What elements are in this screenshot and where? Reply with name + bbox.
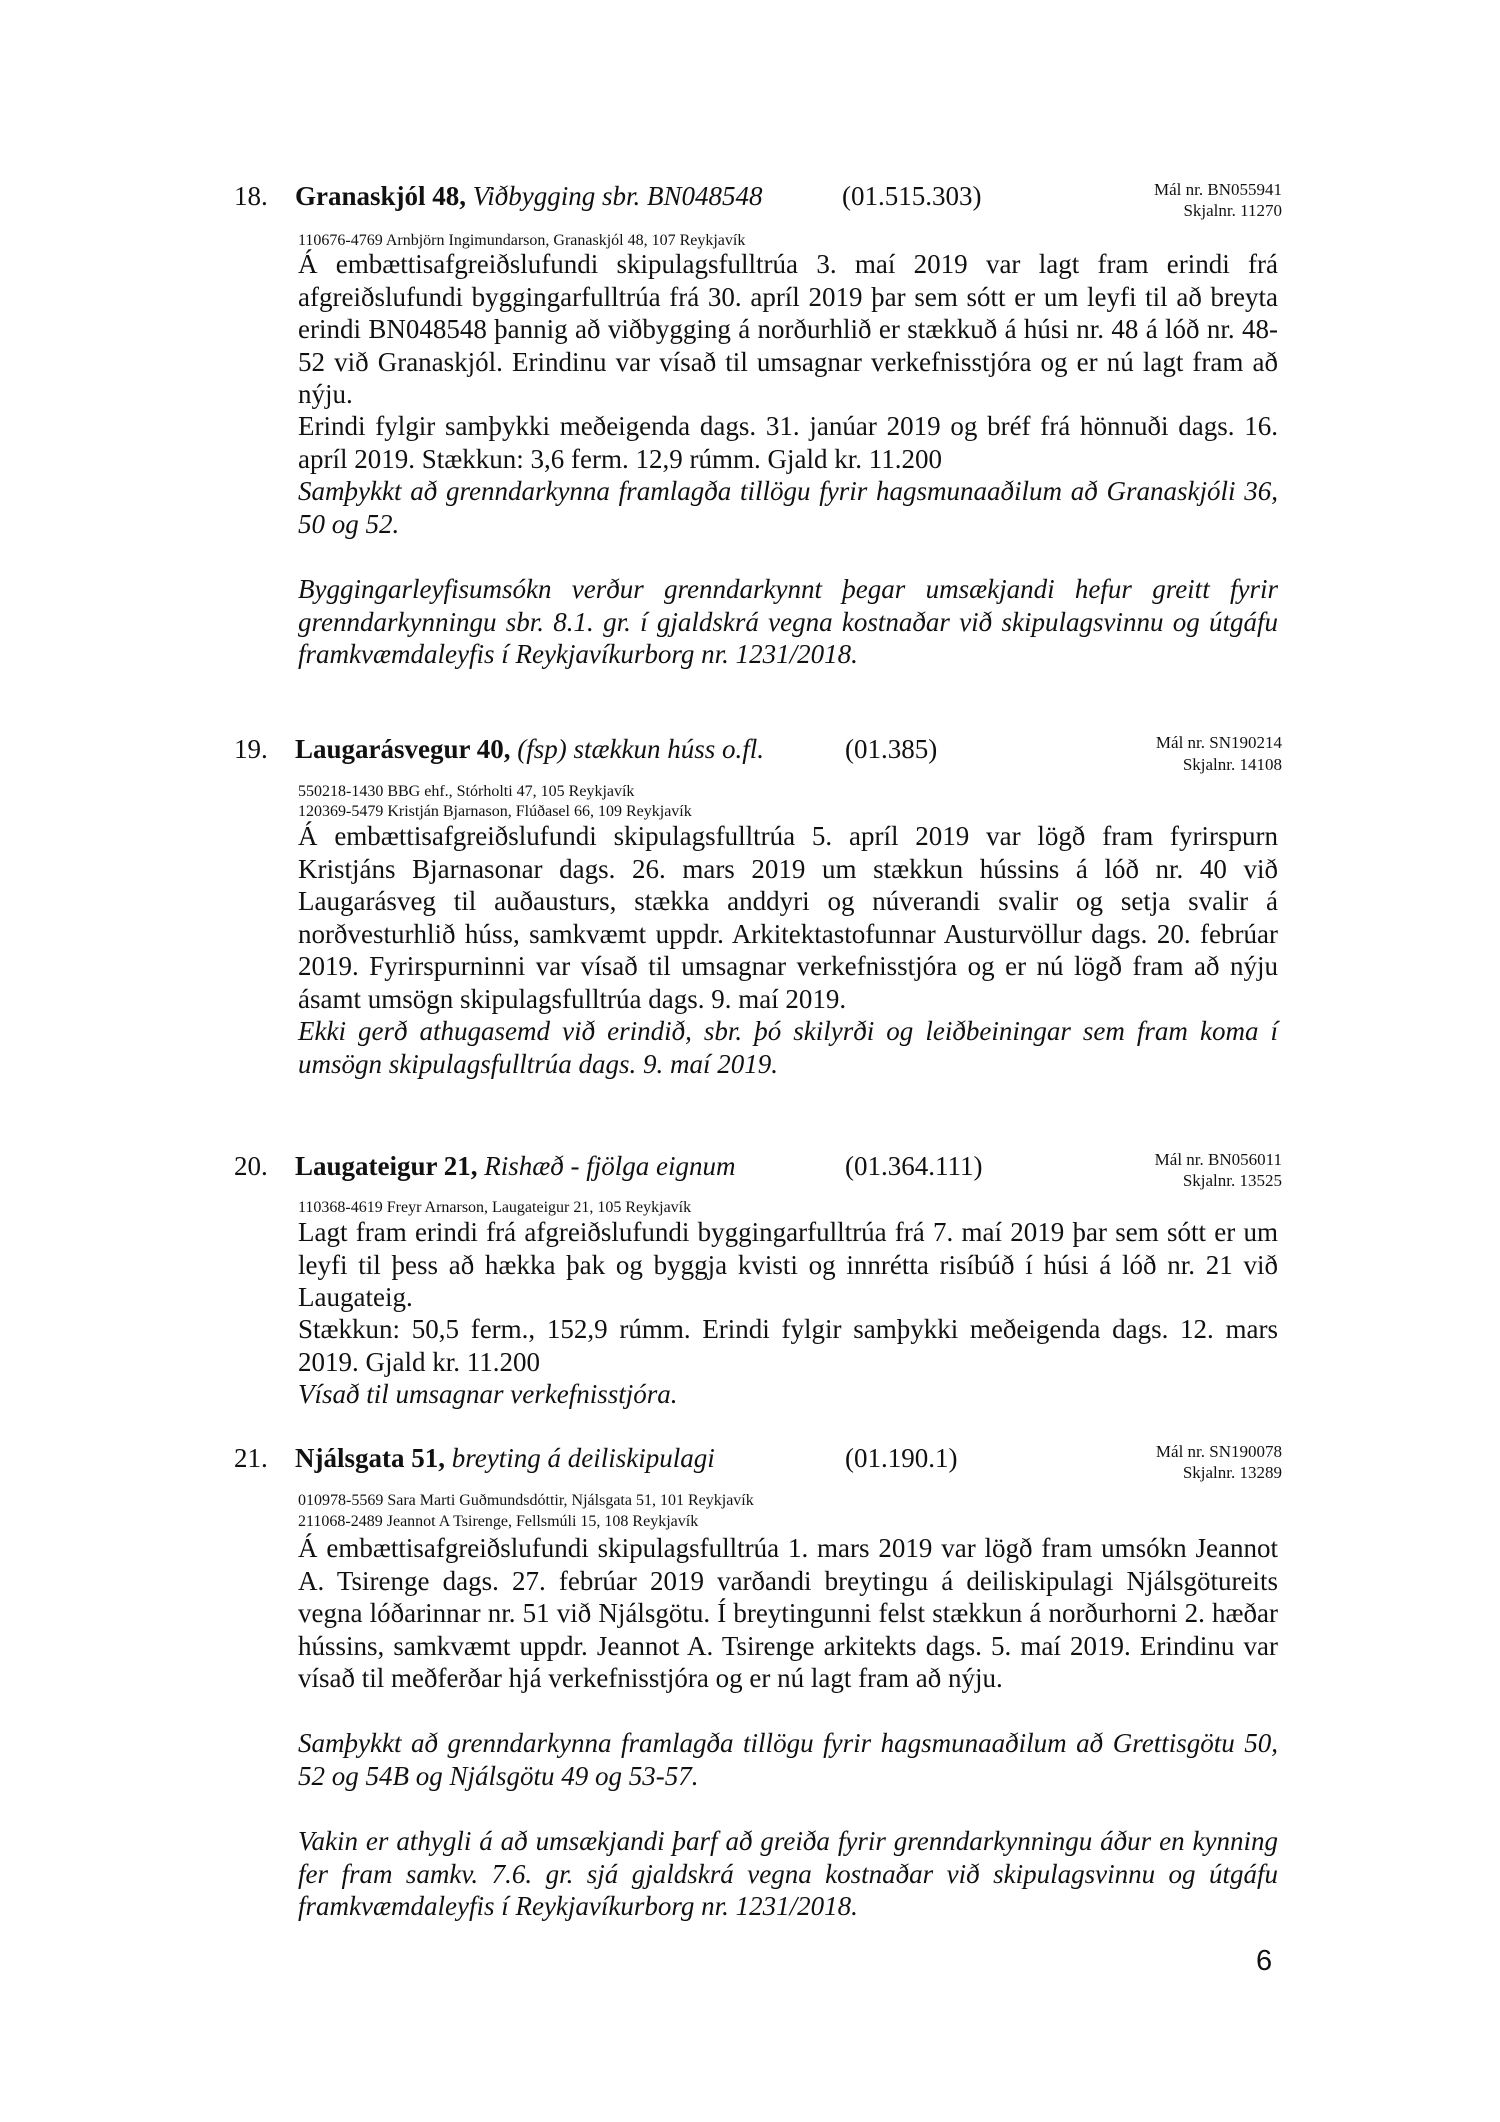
owner-line: 110368-4619 Freyr Arnarson, Laugateigur 21, 105 Reykjavík [298, 1199, 692, 1216]
decision-paragraph: Vísað til umsagnar verkefnisstjóra. [298, 1379, 678, 1409]
item-street: Granaskjól 48, [295, 181, 467, 211]
document-number: Skjalnr. 11270 [1183, 201, 1282, 220]
case-number: Mál nr. SN190078 [1155, 1442, 1282, 1461]
case-number: Mál nr. BN055941 [1154, 180, 1282, 199]
item-subtitle: Rishæð - fjölga eignum [484, 1151, 736, 1181]
decision-paragraph: Vakin er athygli á að umsækjandi þarf að greiða fyrir grenndarkynningu áður en kynning fer fram samkv. 7.6. gr. sjá gjaldskrá vegna kostnaðar við skipulagsvinnu og útgáfu framkvæmdaleyfis í Reykjavíkurborg nr. 1231/2018. [298, 1826, 1278, 1921]
item-number: 21. [234, 1443, 268, 1473]
item-subtitle: (fsp) stækkun húss o.fl. [517, 734, 765, 764]
paragraph: Á embættisafgreiðslufundi skipulagsfulltrúa 1. mars 2019 var lögð fram umsókn Jeannot A. Tsirenge dags. 27. febrúar 2019 varðandi breytingu á deiliskipulagi Njálsgötureits vegna lóðarinnar nr. 51 við Njálsgötu. Í breytingunni felst stækkun á norðurhorni 2. hæðar hússins, samkvæmt uppdr. Jeannot A. Tsirenge arkitekts dags. 5. maí 2019. Erindinu var vísað til meðferðar hjá verkefnisstjóra og er nú lagt fram að nýju. [298, 1533, 1278, 1693]
item-title [295, 733, 764, 765]
page-number: 6 [1256, 1945, 1273, 1977]
item-number: 19. [234, 734, 268, 764]
decision-paragraph: Samþykkt að grenndarkynna framlagða tillögu fyrir hagsmunaaðilum að Granaskjóli 36, 50 og 52. [298, 476, 1278, 539]
item-title [295, 180, 763, 212]
paragraph: Stækkun: 50,5 ferm., 152,9 rúmm. Erindi fylgir samþykki meðeigenda dags. 12. mars 2019. Gjald kr. 11.200 [298, 1314, 1278, 1377]
item-street: Laugarásvegur 40, [295, 734, 511, 764]
item-subtitle: breyting á deiliskipulagi [451, 1443, 715, 1473]
item-code: (01.364.111) [845, 1151, 983, 1181]
case-number: Mál nr. BN056011 [1154, 1150, 1282, 1169]
item-number: 20. [234, 1151, 268, 1181]
item-title [295, 1442, 715, 1474]
document-number: Skjalnr. 14108 [1182, 755, 1282, 774]
item-subtitle: Viðbygging sbr. BN048548 [472, 181, 763, 211]
owner-line: 110676-4769 Arnbjörn Ingimundarson, Granaskjól 48, 107 Reykjavík [298, 232, 746, 249]
owner-line: 550218-1430 BBG ehf., Stórholti 47, 105 Reykjavík [298, 783, 635, 800]
case-number: Mál nr. SN190214 [1155, 733, 1282, 752]
item-title [295, 1150, 736, 1182]
paragraph: Erindi fylgir samþykki meðeigenda dags. 31. janúar 2019 og bréf frá hönnuði dags. 16. apríl 2019. Stækkun: 3,6 ferm. 12,9 rúmm. Gjald kr. 11.200 [298, 411, 1278, 474]
owner-line: 120369-5479 Kristján Bjarnason, Flúðasel 66, 109 Reykjavík [298, 803, 692, 820]
paragraph: Lagt fram erindi frá afgreiðslufundi byggingarfulltrúa frá 7. maí 2019 þar sem sótt er um leyfi til þess að hækka þak og byggja kvisti og innrétta risíbúð í húsi á lóð nr. 21 við Laugateig. [298, 1217, 1278, 1312]
owner-line: 010978-5569 Sara Marti Guðmundsdóttir, Njálsgata 51, 101 Reykjavík [298, 1492, 754, 1509]
document-number: Skjalnr. 13289 [1182, 1463, 1282, 1482]
item-code: (01.515.303) [842, 181, 982, 211]
decision-paragraph: Samþykkt að grenndarkynna framlagða tillögu fyrir hagsmunaaðilum að Grettisgötu 50, 52 og 54B og Njálsgötu 49 og 53-57. [298, 1728, 1278, 1791]
item-code: (01.385) [845, 734, 938, 764]
decision-paragraph: Byggingarleyfisumsókn verður grenndarkynnt þegar umsækjandi hefur greitt fyrir grenndarkynningu sbr. 8.1. gr. í gjaldskrá vegna kostnaðar við skipulagsvinnu og útgáfu framkvæmdaleyfis í Reykjavíkurborg nr. 1231/2018. [298, 574, 1278, 669]
item-number: 18. [234, 181, 268, 211]
decision-paragraph: Ekki gerð athugasemd við erindið, sbr. þó skilyrði og leiðbeiningar sem fram koma í umsögn skipulagsfulltrúa dags. 9. maí 2019. [298, 1016, 1278, 1079]
document-number: Skjalnr. 13525 [1182, 1171, 1282, 1190]
paragraph: Á embættisafgreiðslufundi skipulagsfulltrúa 5. apríl 2019 var lögð fram fyrirspurn Kristjáns Bjarnasonar dags. 26. mars 2019 um stækkun hússins á lóð nr. 40 við Laugarásveg til auðausturs, stækka anddyri og núverandi svalir og setja svalir á norðvesturhlið húss, samkvæmt uppdr. Arkitektastofunnar Austurvöllur dags. 20. febrúar 2019. Fyrirspurninni var vísað til umsagnar verkefnisstjóra og er nú lögð fram að nýju ásamt umsögn skipulagsfulltrúa dags. 9. maí 2019. [298, 821, 1278, 1014]
item-street: Laugateigur 21, [295, 1151, 478, 1181]
paragraph: Á embættisafgreiðslufundi skipulagsfulltrúa 3. maí 2019 var lagt fram erindi frá afgreiðslufundi byggingarfulltrúa frá 30. apríl 2019 þar sem sótt er um leyfi til að breyta erindi BN048548 þannig að viðbygging á norðurhlið er stækkuð á húsi nr. 48 á lóð nr. 48-52 við Granaskjól. Erindinu var vísað til umsagnar verkefnisstjóra og er nú lagt fram að nýju. [298, 249, 1278, 409]
item-street: Njálsgata 51, [295, 1443, 445, 1473]
owner-line: 211068-2489 Jeannot A Tsirenge, Fellsmúli 15, 108 Reykjavík [298, 1513, 699, 1530]
item-code: (01.190.1) [845, 1443, 958, 1473]
